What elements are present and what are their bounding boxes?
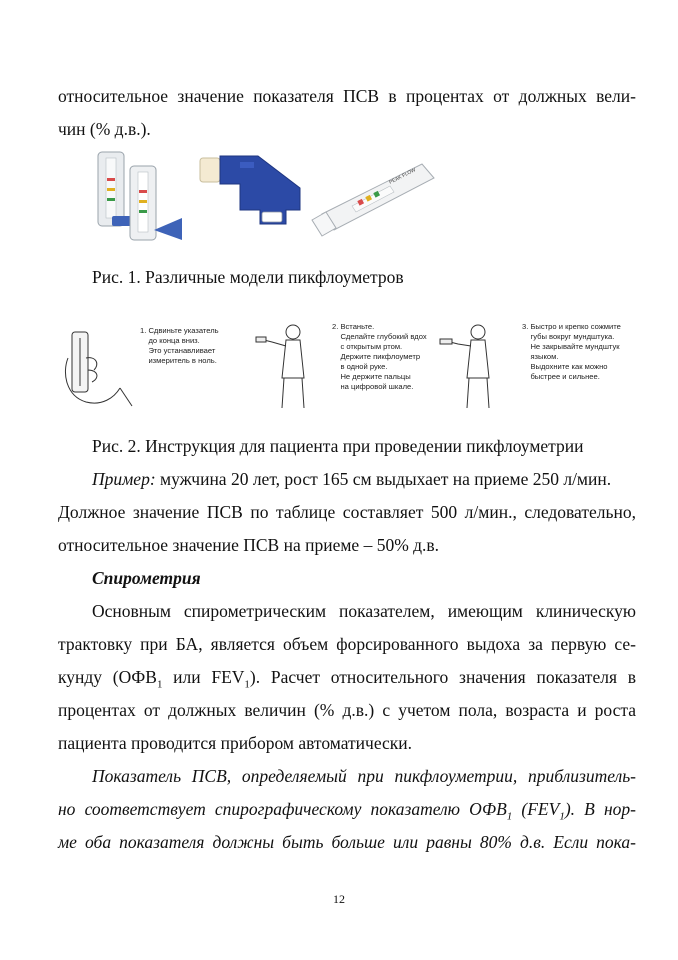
- spirometry-p1-line-4: процентах от должных величин (% д.в.) с учетом пола, возраста и роста: [58, 700, 636, 720]
- spirometry-p1-line-3: кунду ($ОФВ_1$ или $FEV_1$). Расчет относительного значения показателя в: [58, 667, 636, 691]
- spirometry-p1-line-2: трактовку при БА, является объем форсированного выдоха за первую се-: [58, 634, 636, 654]
- instruction-step-3: 3. Быстро и крепко сожмите губы вокруг мундштука. Не закрывайте мундштук языком. Выдохните как можно быстрее и сильнее.: [522, 322, 621, 381]
- example-line-1: [92, 468, 636, 490]
- spirometry-p1-line-5: пациента проводится прибором автоматически.: [58, 733, 413, 753]
- person-exhaling-illustration: [440, 325, 489, 408]
- figure1-caption: Рис. 1. Различные модели пикфлоуметров: [92, 267, 404, 287]
- instruction-step-1: 1. Сдвиньте указатель до конца вниз. Это устанавливает измеритель в ноль.: [140, 326, 219, 365]
- tube-scale-text: PEAK FLOW: [388, 167, 417, 186]
- spirometry-p2-line-3: ме оба показателя должны быть больше или равны 80% д.в. Если пока-: [58, 832, 636, 852]
- hand-with-meter-illustration: [65, 332, 132, 406]
- intro-line-2: чин (% д.в.).: [58, 119, 151, 139]
- spirometry-p2-line-1: Показатель ПСВ, определяемый при пикфлоуметрии, приблизитель-: [92, 766, 636, 786]
- example-line-3: относительное значение ПСВ на приеме – 50% д.в.: [58, 535, 440, 555]
- peak-flow-meters-figure: [90, 148, 440, 244]
- example-text: мужчина 20 лет, рост 165 см выдыхает на приеме 250 л/мин.: [155, 469, 612, 489]
- spirometry-p2-line-2: но соответствует спирографическому показателю $ОФВ_1$ $(FEV_1)$. В нор-: [58, 799, 636, 823]
- spirometry-p1-line-1: Основным спирометрическим показателем, имеющим клиническую: [92, 601, 636, 621]
- instruction-step-2: 2. Встаньте. Сделайте глубокий вдох с открытым ртом. Держите пикфлоуметр в одной руке. Не держите пальцы на цифровой шкале.: [332, 322, 427, 391]
- peak-flow-meter-tube: [312, 164, 434, 236]
- page-number: 12: [333, 892, 345, 906]
- intro-line-1: относительное значение показателя ПСВ в процентах от должных вели-: [58, 86, 636, 106]
- figure2-caption: Рис. 2. Инструкция для пациента при проведении пикфлоуметрии: [92, 436, 584, 456]
- example-line-2: Должное значение ПСВ по таблице составляет 500 л/мин., следовательно,: [58, 502, 636, 522]
- peak-flow-meter-vertical-2: [130, 166, 182, 240]
- example-label: Пример:: [92, 469, 156, 489]
- spirometry-heading: Спирометрия: [92, 568, 201, 588]
- peak-flow-meter-blue: [200, 156, 300, 224]
- person-standing-illustration: [256, 325, 304, 408]
